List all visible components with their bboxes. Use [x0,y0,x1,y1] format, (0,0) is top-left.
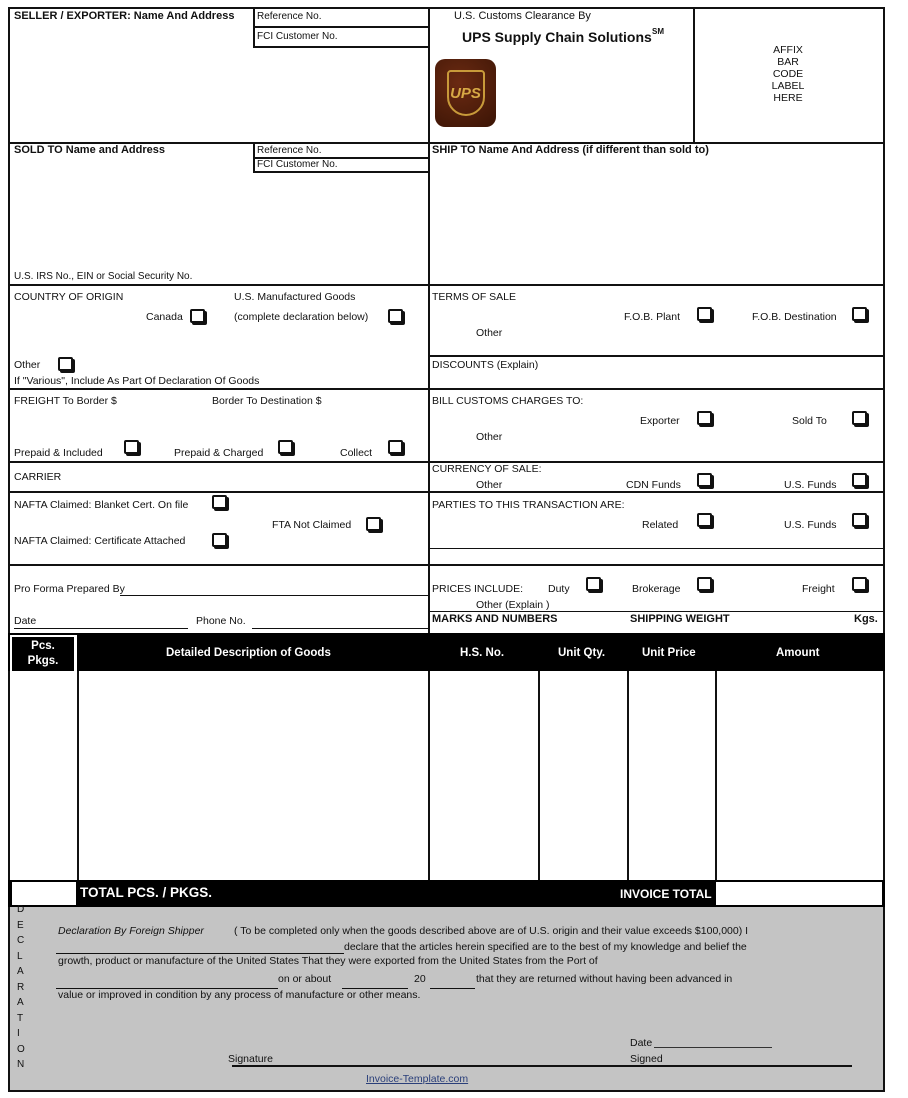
nafta-attached-checkbox[interactable] [212,533,227,547]
nafta-attached-label: NAFTA Claimed: Certificate Attached [14,535,186,547]
cdn-funds-checkbox[interactable] [697,473,712,487]
table-header [8,633,885,671]
carrier-title: CARRIER [14,471,62,483]
declaration-letter: L [17,950,23,962]
ups-shield-icon: UPS [447,70,485,116]
prepaid-incl-checkbox[interactable] [124,440,139,454]
declaration-letter: C [17,935,25,946]
prepaid-charged-checkbox[interactable] [278,440,293,454]
hs-header: H.S. No. [460,647,505,659]
us-funds-label: U.S. Funds [784,479,837,491]
exporter-checkbox[interactable] [697,411,712,425]
fta-label: FTA Not Claimed [272,519,352,531]
pcs-header: Pcs. Pkgs. [12,637,74,671]
freight-label: Freight [802,583,835,595]
us-goods-label: U.S. Manufactured Goods [234,291,356,303]
duty-checkbox[interactable] [586,577,601,591]
divider [428,7,430,633]
nafta-blanket-checkbox[interactable] [212,495,227,509]
declaration-letter: N [17,1059,25,1070]
collect-checkbox[interactable] [388,440,403,454]
date-field[interactable] [14,614,188,629]
barcode-text: CODE [772,68,804,80]
irs-label: U.S. IRS No., EIN or Social Security No. [14,271,193,282]
fob-plant-checkbox[interactable] [697,307,712,321]
exporter-label: Exporter [640,415,680,427]
decl-intro: ( To be completed only when the goods described above are of U.S. origin and their value exceeds $100,000) I [234,925,749,937]
origin-title: COUNTRY OF ORIGIN [14,291,124,303]
related-checkbox[interactable] [697,513,712,527]
declaration-letter: A [17,997,24,1008]
parties-title: PARTIES TO THIS TRANSACTION ARE: [432,499,625,511]
barcode-area [760,44,816,104]
fob-dest-checkbox[interactable] [852,307,867,321]
related-label: Related [642,519,679,531]
brokerage-checkbox[interactable] [697,577,712,591]
terms-title: TERMS OF SALE [432,291,517,303]
canada-label: Canada [146,311,183,323]
various-note: If "Various", Include As Part Of Declaration Of Goods [14,375,260,387]
declaration-letter: O [17,1043,25,1055]
on-about-label: on or about [278,973,332,985]
brokerage-label: Brokerage [632,583,681,595]
barcode-text: HERE [773,92,803,104]
bill-sold-to-label: Sold To [792,415,827,427]
date-signed-label: Date [630,1037,653,1049]
decl-line4: that they are returned without having been advanced in [476,973,733,985]
declaration-letter: I [17,1028,20,1039]
barcode-text: LABEL [771,80,805,92]
ship-title: SHIP TO Name And Address (if different than sold to) [432,144,709,156]
signature-label: Signature [228,1053,273,1065]
border-dest-label: Border To Destination $ [212,395,322,407]
declaration-letter: T [17,1012,24,1024]
desc-header: Detailed Description of Goods [166,647,331,659]
barcode-text: BAR [777,56,799,68]
prepaid-incl-label: Prepaid & Included [14,447,103,459]
parties-us-funds-checkbox[interactable] [852,513,867,527]
declaration-letter: R [17,981,25,993]
us-goods-checkbox[interactable] [388,309,403,323]
currency-other-label: Other [476,479,503,491]
shipper-name-field[interactable] [56,936,344,954]
invoice-total-field[interactable] [716,882,882,905]
prepared-by-field[interactable] [120,582,428,596]
bill-sold-to-checkbox[interactable] [852,411,867,425]
goods-table-body[interactable] [10,673,883,879]
origin-other-checkbox[interactable] [58,357,73,371]
prices-title: PRICES INCLUDE: [432,583,524,595]
discounts-title: DISCOUNTS (Explain) [432,359,539,371]
prices-other-label: Other (Explain ) [476,599,550,611]
sold-ref-label: Reference No. [257,145,322,156]
freight-checkbox[interactable] [852,577,867,591]
decl-line3: growth, product or manufacture of the United States That they were exported from the United States from the Port of [58,955,598,967]
signed-label: Signed [630,1053,663,1065]
bill-other-label: Other [476,431,503,443]
cdn-funds-label: CDN Funds [626,479,681,491]
barcode-text: AFFIX [773,44,803,56]
ups-logo [435,59,496,127]
fob-dest-label: F.O.B. Destination [752,311,837,323]
decl-line2: declare that the articles herein specified are to the best of my knowledge and belief the [344,941,747,953]
canada-checkbox[interactable] [190,309,205,323]
decl-line5: value or improved in condition by any process of manufacture or other means. [58,989,421,1001]
customs-by: U.S. Customs Clearance By [454,10,591,22]
fta-checkbox[interactable] [366,517,381,531]
sm-mark: SM [652,27,664,36]
nafta-blanket-label: NAFTA Claimed: Blanket Cert. On file [14,499,189,511]
complete-label: (complete declaration below) [234,311,369,323]
declaration-vertical-label [17,902,27,1073]
seller-title: SELLER / EXPORTER: Name And Address [14,10,235,22]
declaration-letter: A [17,966,24,977]
freight-title: FREIGHT To Border $ [14,395,117,407]
qty-header: Unit Qty. [558,647,606,659]
currency-title: CURRENCY OF SALE: [432,463,542,475]
terms-other-label: Other [476,327,503,339]
ups-company: UPS Supply Chain Solutions [462,29,652,45]
decl-title: Declaration By Foreign Shipper [58,925,204,937]
phone-label: Phone No. [196,615,246,627]
kgs-label: Kgs. [854,613,878,625]
shipping-weight-label: SHIPPING WEIGHT [630,613,730,625]
year-field[interactable] [430,972,475,989]
declaration-letter: E [17,919,24,931]
total-pcs-label: TOTAL PCS. / PKGS. [80,885,213,900]
sold-title: SOLD TO Name and Address [14,144,165,156]
amount-header: Amount [776,647,820,659]
phone-field[interactable] [252,614,428,629]
date-label: Date [14,615,37,627]
seller-fci-label: FCI Customer No. [257,31,338,42]
invoice-total-label: INVOICE TOTAL [620,887,712,901]
marks-title: MARKS AND NUMBERS [432,613,558,625]
date-signed-field[interactable] [654,1047,772,1048]
declaration-letter: D [17,904,25,915]
port-field[interactable] [56,972,278,989]
fob-plant-label: F.O.B. Plant [624,311,681,323]
origin-other-label: Other [14,359,41,371]
export-date-field[interactable] [342,972,408,989]
bill-title: BILL CUSTOMS CHARGES TO: [432,395,584,407]
sold-fci-label: FCI Customer No. [257,159,338,170]
signature-line[interactable] [232,1065,852,1067]
invoice-template-link[interactable]: Invoice-Template.com [366,1073,469,1085]
duty-label: Duty [548,583,570,595]
price-header: Unit Price [642,647,696,659]
parties-us-funds-label: U.S. Funds [784,519,837,531]
year-label: 20 [414,973,426,985]
prepaid-charged-label: Prepaid & Charged [174,447,264,459]
prepared-by-label: Pro Forma Prepared By [14,583,125,595]
divider [693,7,695,143]
us-funds-checkbox[interactable] [852,473,867,487]
seller-ref-label: Reference No. [257,11,322,22]
collect-label: Collect [340,447,373,459]
